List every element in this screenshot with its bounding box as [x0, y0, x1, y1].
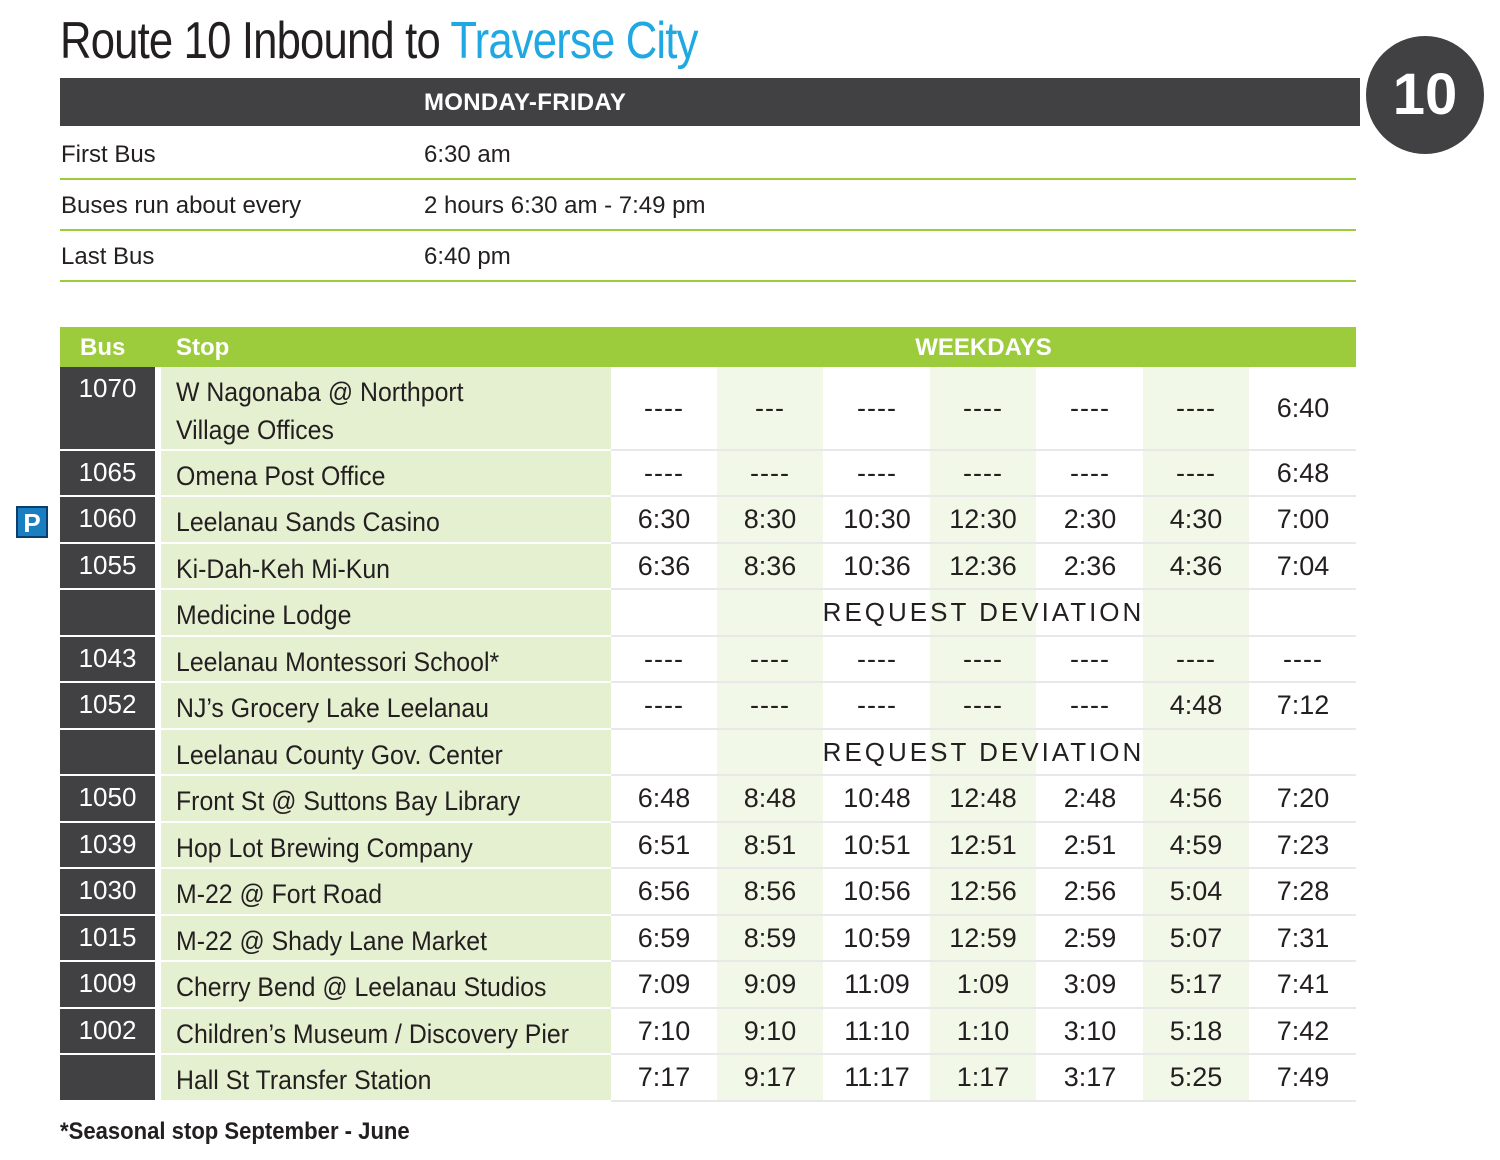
stop-name [176, 1055, 431, 1099]
departure-time: 11:17 [844, 1062, 910, 1092]
bus-stop-id-text: 1065 [78, 457, 137, 487]
departure-time: 2:51 [1063, 829, 1117, 860]
stop-name-line: NJ’s Grocery Lake Leelanau [176, 693, 489, 723]
departure-time: 9:10 [743, 1015, 797, 1046]
stop-name-line: Front St @ Suttons Bay Library [176, 786, 521, 816]
stop-name [176, 730, 503, 774]
departure-time: 10:30 [843, 504, 911, 534]
bus-stop-id [60, 367, 155, 449]
schedule-row [60, 683, 1356, 730]
row-divider [611, 1100, 1356, 1102]
departure-time: 7:04 [1276, 550, 1330, 581]
stop-name [176, 823, 473, 867]
stop-name-line: Medicine Lodge [176, 600, 352, 630]
departure-time: 4:48 [1169, 690, 1223, 720]
departure-time: 2:48 [1063, 783, 1117, 813]
departure-time: 8:51 [743, 829, 797, 860]
bus-stop-id [60, 451, 155, 495]
departure-time: ---- [1070, 392, 1110, 423]
departure-time: 4:30 [1169, 504, 1223, 534]
bus-stop-id [60, 590, 155, 635]
departure-time: 1:17 [956, 1062, 1010, 1092]
stop-name-line: Cherry Bend @ Leelanau Studios [176, 972, 547, 1002]
bus-stop-id [60, 916, 155, 960]
schedule-row [60, 497, 1356, 544]
departure-time: ---- [963, 643, 1003, 674]
stop-name-line: W Nagonaba @ Northport [176, 377, 464, 407]
departure-time: 2:36 [1063, 550, 1117, 581]
stop-name-line: Hop Lot Brewing Company [176, 833, 473, 863]
bus-stop-id-text: 1043 [78, 643, 137, 673]
schedule-row [60, 869, 1356, 916]
bus-stop-id [60, 683, 155, 728]
departure-time: ---- [750, 457, 790, 488]
departure-time: 8:30 [743, 504, 797, 534]
departure-time: 11:09 [844, 969, 910, 999]
departure-time: ---- [1070, 643, 1110, 674]
departure-time: ---- [1070, 690, 1110, 720]
departure-time: ---- [857, 690, 897, 720]
departure-time: 8:59 [743, 922, 797, 953]
stop-name [176, 916, 487, 960]
stop-name-line: Children’s Museum / Discovery Pier [176, 1019, 569, 1049]
bus-stop-id-text: 1002 [78, 1015, 137, 1045]
departure-time: 12:36 [949, 550, 1017, 581]
bus-stop-id [60, 1055, 155, 1100]
summary-header [60, 78, 1360, 126]
departure-time: 9:17 [743, 1062, 797, 1092]
bus-stop-id-text: 1060 [78, 503, 137, 533]
departure-time: 4:56 [1169, 783, 1223, 813]
departure-time: 12:56 [949, 876, 1017, 906]
summary-header-label: MONDAY-FRIDAY [424, 89, 627, 116]
bus-stop-id-text: 1015 [78, 922, 137, 952]
request-deviation-note: REQUEST DEVIATION [822, 736, 1145, 767]
parking-icon: P [16, 506, 48, 538]
schedule-header [60, 327, 1356, 367]
departure-time: 7:12 [1276, 690, 1330, 720]
page-title [60, 8, 698, 74]
stop-name [176, 367, 464, 449]
bus-stop-id-text: 1052 [78, 689, 137, 719]
departure-time: 6:48 [637, 783, 691, 813]
departure-time: 7:28 [1276, 876, 1330, 906]
departure-time: 2:30 [1063, 504, 1117, 534]
departure-time: ---- [1070, 457, 1110, 488]
departure-time: 12:59 [949, 922, 1017, 953]
departure-time: 10:48 [843, 783, 911, 813]
departure-time: 7:41 [1276, 969, 1330, 999]
schedule-row [60, 1009, 1356, 1055]
bus-stop-id [60, 869, 155, 914]
departure-time: ---- [857, 643, 897, 674]
stop-name [176, 451, 385, 495]
summary-row-frequency [60, 180, 1356, 231]
departure-time: 1:10 [956, 1015, 1010, 1046]
schedule-row [60, 776, 1356, 823]
departure-time: ---- [1283, 643, 1323, 674]
departure-time: 6:40 [1276, 392, 1330, 423]
departure-time: 10:36 [843, 550, 911, 581]
departure-time: 3:17 [1063, 1062, 1117, 1092]
departure-time: ---- [644, 392, 684, 423]
row-divider [155, 1100, 611, 1102]
departure-time: 6:51 [637, 829, 691, 860]
departure-time: 12:30 [949, 504, 1017, 534]
departure-time: 7:09 [637, 969, 691, 999]
departure-time: 10:51 [843, 829, 911, 860]
bus-stop-id [60, 730, 155, 774]
summary-value: 6:40 pm [424, 243, 511, 270]
departure-time: ---- [750, 690, 790, 720]
bus-stop-id [60, 544, 155, 588]
departure-time: 4:59 [1169, 829, 1223, 860]
departure-time: 4:36 [1169, 550, 1223, 581]
departure-time: 5:17 [1169, 969, 1223, 999]
stop-name [176, 869, 382, 913]
summary-label: First Bus [61, 141, 156, 168]
departure-time: 5:07 [1169, 922, 1223, 953]
departure-time: 6:30 [637, 504, 691, 534]
bus-stop-id [60, 1009, 155, 1053]
summary-row-first-bus [60, 129, 1356, 180]
bus-stop-id-text [60, 1055, 155, 1061]
bus-stop-id-text: 1070 [78, 373, 137, 403]
departure-time: --- [755, 392, 785, 423]
title-destination: Traverse City [450, 12, 698, 70]
stop-name-line: Leelanau Sands Casino [176, 507, 440, 537]
stop-name [176, 776, 520, 820]
header-bus: Bus [80, 334, 126, 361]
departure-time: 5:18 [1169, 1015, 1223, 1046]
departure-time: 9:09 [743, 969, 797, 999]
departure-time: 7:49 [1276, 1062, 1330, 1092]
stop-name-line: Village Offices [176, 415, 334, 445]
departure-time: 10:59 [843, 922, 911, 953]
stop-name-line: Leelanau Montessori School* [176, 647, 500, 677]
departure-time: ---- [1176, 392, 1216, 423]
departure-time: 6:56 [637, 876, 691, 906]
bus-stop-id-text [60, 590, 155, 596]
departure-time: 12:48 [949, 783, 1017, 813]
departure-time: 8:36 [743, 550, 797, 581]
header-stop: Stop [176, 334, 230, 361]
stop-name [176, 544, 390, 588]
schedule-row [60, 1055, 1356, 1102]
summary-value: 2 hours 6:30 am - 7:49 pm [424, 192, 706, 219]
schedule-row [60, 730, 1356, 776]
stop-name [176, 497, 440, 541]
departure-time: 7:31 [1276, 922, 1330, 953]
request-deviation-note: REQUEST DEVIATION [822, 597, 1145, 627]
departure-time: 8:48 [743, 783, 797, 813]
departure-time: ---- [1176, 643, 1216, 674]
footnote: *Seasonal stop September - June [60, 1118, 410, 1145]
departure-time: 10:56 [843, 876, 911, 906]
departure-time: 7:23 [1276, 829, 1330, 860]
summary-row-last-bus [60, 231, 1356, 282]
schedule-row [60, 544, 1356, 590]
title-prefix: Route 10 Inbound to [60, 12, 451, 70]
schedule-row [60, 367, 1356, 451]
departure-time: 7:42 [1276, 1015, 1330, 1046]
departure-time: 11:10 [844, 1015, 910, 1046]
stop-name [176, 637, 499, 681]
stop-name [176, 590, 351, 634]
departure-time: 8:56 [743, 876, 797, 906]
departure-time: ---- [644, 690, 684, 720]
schedule-row [60, 962, 1356, 1009]
bus-stop-id [60, 776, 155, 821]
summary-label: Last Bus [61, 243, 155, 270]
departure-time: 6:36 [637, 550, 691, 581]
departure-time: ---- [857, 392, 897, 423]
stop-name [176, 1009, 569, 1053]
stop-name [176, 683, 489, 727]
stop-name-line: M-22 @ Fort Road [176, 879, 383, 909]
departure-time: ---- [644, 643, 684, 674]
departure-time: 3:09 [1063, 969, 1117, 999]
departure-time: 5:25 [1169, 1062, 1223, 1092]
bus-stop-id-text [60, 730, 155, 736]
schedule-row [60, 451, 1356, 497]
schedule-row [60, 823, 1356, 869]
departure-time: ---- [750, 643, 790, 674]
departure-time: ---- [644, 457, 684, 488]
stop-name-line: Leelanau County Gov. Center [176, 740, 503, 770]
bus-stop-id-text: 1009 [78, 968, 137, 998]
bus-stop-id-text: 1050 [78, 782, 137, 812]
bus-stop-id [60, 637, 155, 681]
bus-stop-id-text: 1039 [78, 829, 137, 859]
stop-name [176, 962, 546, 1006]
bus-stop-id [60, 823, 155, 867]
departure-time: ---- [963, 392, 1003, 423]
departure-time: 6:48 [1276, 457, 1330, 488]
departure-time: 2:56 [1063, 876, 1117, 906]
bus-stop-id-text: 1055 [78, 550, 137, 580]
summary-value: 6:30 am [424, 141, 511, 168]
departure-time: 2:59 [1063, 922, 1117, 953]
schedule-table [60, 327, 1356, 1102]
stop-name-line: Ki-Dah-Keh Mi-Kun [176, 554, 390, 584]
bus-stop-id [60, 962, 155, 1007]
departure-time: ---- [857, 457, 897, 488]
stop-name-line: Omena Post Office [176, 461, 386, 491]
stop-name-line: M-22 @ Shady Lane Market [176, 926, 488, 956]
departure-time: 7:20 [1276, 783, 1330, 813]
departure-time: 7:17 [637, 1062, 691, 1092]
stop-name-line: Hall St Transfer Station [176, 1065, 432, 1095]
departure-time: 12:51 [949, 829, 1017, 860]
bus-stop-id-text: 1030 [78, 875, 137, 905]
departure-time: 6:59 [637, 922, 691, 953]
departure-time: 1:09 [956, 969, 1010, 999]
departure-time: 7:00 [1276, 504, 1330, 534]
bus-stop-id [60, 497, 155, 542]
schedule-row [60, 637, 1356, 683]
header-weekdays: WEEKDAYS [915, 334, 1052, 361]
departure-time: 5:04 [1169, 876, 1223, 906]
departure-time: ---- [963, 457, 1003, 488]
departure-time: 3:10 [1063, 1015, 1117, 1046]
departure-time: 7:10 [637, 1015, 691, 1046]
schedule-row [60, 590, 1356, 637]
summary-label: Buses run about every [61, 192, 302, 219]
departure-time: ---- [963, 690, 1003, 720]
departure-time: ---- [1176, 457, 1216, 488]
route-number-badge: 10 [1366, 36, 1484, 154]
schedule-row [60, 916, 1356, 962]
